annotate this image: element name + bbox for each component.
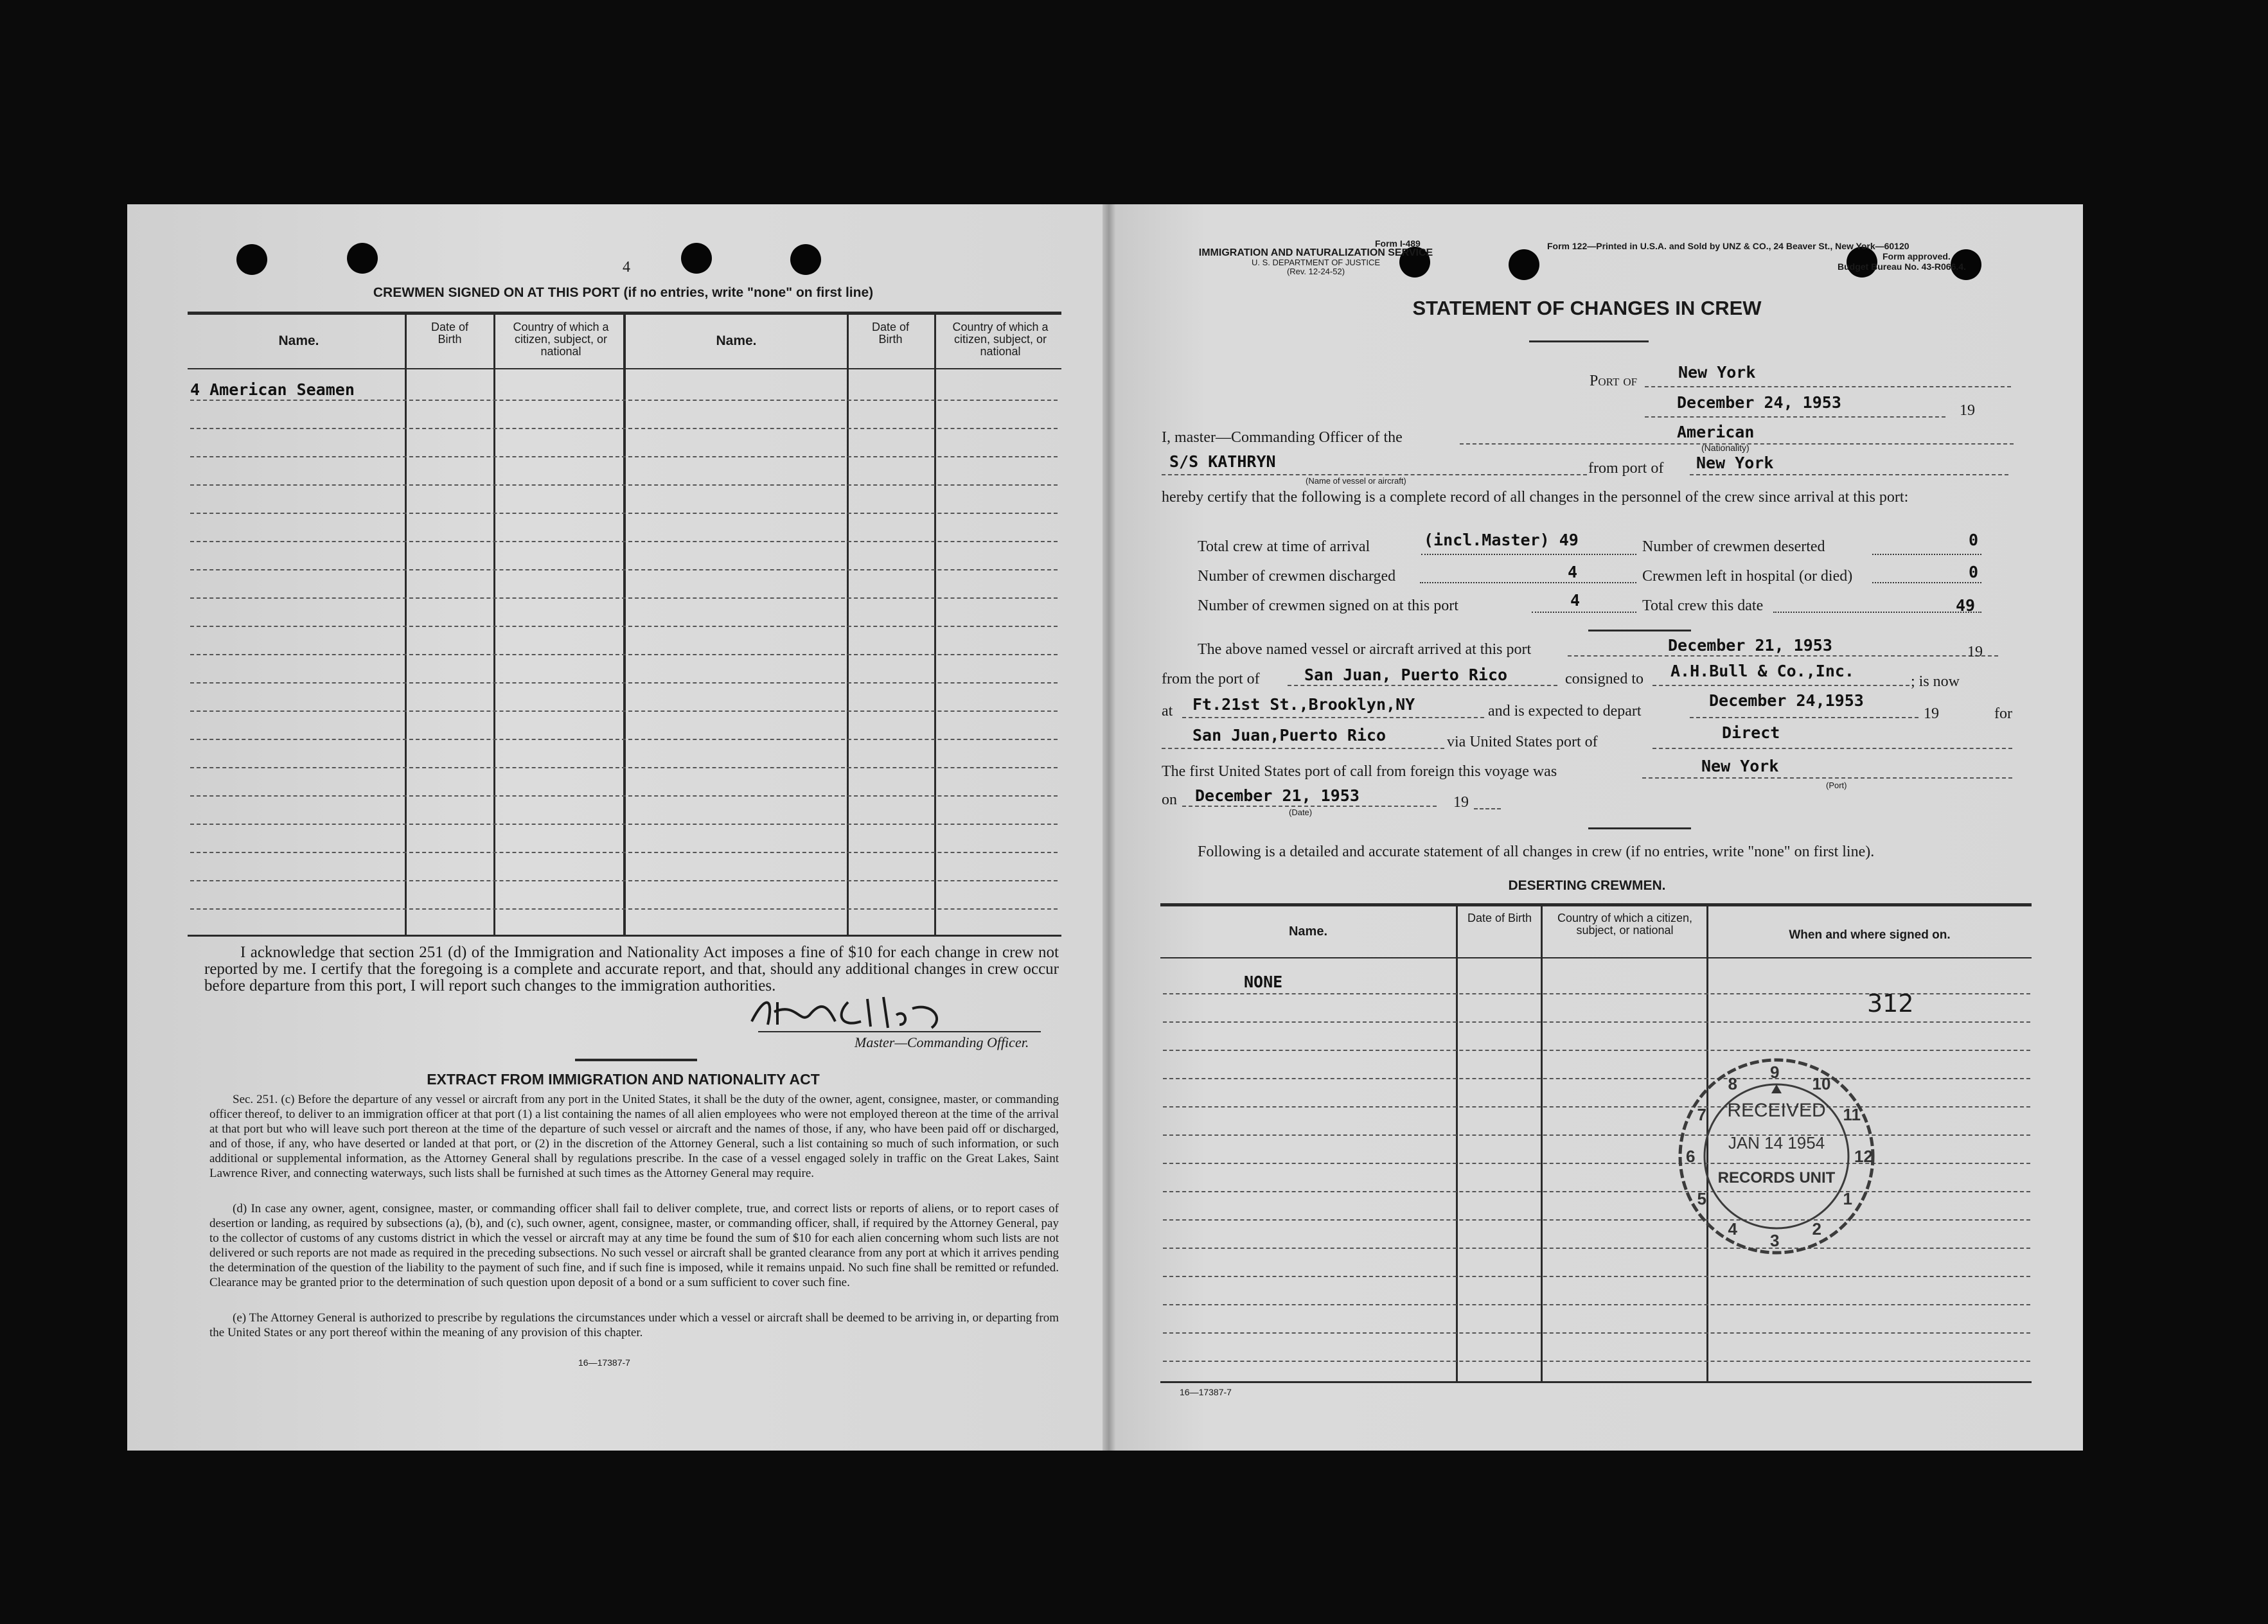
row-rule bbox=[1163, 1219, 2030, 1221]
total-date-line bbox=[1773, 612, 1981, 613]
arrived-line bbox=[1568, 655, 1998, 657]
on-date-line bbox=[1182, 806, 1437, 807]
row-rule bbox=[1163, 1134, 2030, 1136]
row-rule bbox=[1163, 1276, 2030, 1277]
depart-line bbox=[1690, 717, 1918, 718]
stamp-date: JAN 14 1954 bbox=[1728, 1133, 1825, 1152]
row-rule bbox=[190, 824, 1058, 825]
stamp-records-unit: RECORDS UNIT bbox=[1717, 1169, 1836, 1187]
stamp-ring-number: 6 bbox=[1686, 1147, 1696, 1166]
extract-section-e: (e) The Attorney General is authorized to prescribe by regulations the circumstances under which a vessel or aircraft shall be deemed to be arriving in, or departing from the United States or any port thereof within the meaning of any provision of this chapter. bbox=[209, 1311, 1059, 1339]
year-suffix: 19 bbox=[1960, 402, 1975, 419]
deserting-first-entry: NONE bbox=[1244, 973, 1283, 991]
short-rule bbox=[1588, 630, 1691, 631]
from-port-line bbox=[1690, 474, 2008, 475]
left-footer-code: 16—17387-7 bbox=[578, 1357, 630, 1368]
received-stamp bbox=[1670, 1054, 1883, 1259]
first-port-label: The first United States port of call from foreign this voyage was bbox=[1162, 763, 1557, 780]
stamp-ring-number: 1 bbox=[1843, 1188, 1852, 1208]
column-divider bbox=[405, 313, 407, 935]
acknowledgment-text: I acknowledge that section 251 (d) of the Immigration and Nationality Act imposes a fine of $10 for each change in crew not reported by me. I certify that the foregoing is a complete and accurate report, and that, should any additional changes in crew occur before departure from this port, I will report such changes to the immigration authorities. bbox=[204, 944, 1059, 994]
extract-section-c: Sec. 251. (c) Before the departure of any vessel or aircraft from any port in the United States, it shall be the duty of the owner, agent, consignee, master, or commanding officer thereof, to deliver to an immigration officer at that port (1) a list containing the names of all alien employees who were not employed thereon at the time of the arrival at that port but who will leave such port thereon at the time of the departure of such vessel or aircraft and the names of those, if any, who have been paid off or discharged, and of those, if any, who have deserted or landed at that port, or (2) in the discretion of the Attorney General, such a list containing so much of such information, or such additional or supplemental information, as the Attorney General shall by regulations prescribe. In the case of a vessel engaged solely in traffic on the Great Lakes, Saint Lawrence River, and connecting waterways, such lists shall be furnished at such times as the Attorney General may require. bbox=[209, 1093, 1059, 1180]
row-rule bbox=[190, 513, 1058, 514]
column-divider bbox=[1541, 906, 1543, 1381]
statement-title: STATEMENT OF CHANGES IN CREW bbox=[1412, 297, 1762, 319]
row-rule bbox=[190, 541, 1058, 542]
col-country-2: Country of which a citizen, subject, or national bbox=[952, 321, 1049, 358]
discharged-line bbox=[1420, 582, 1636, 583]
stamp-ring-number: 2 bbox=[1812, 1219, 1821, 1239]
consigned-value: A.H.Bull & Co.,Inc. bbox=[1670, 662, 1854, 680]
depart-year: 19 bbox=[1924, 705, 1939, 722]
location-value: Ft.21st St.,Brooklyn,NY bbox=[1192, 695, 1415, 714]
punch-hole bbox=[790, 244, 821, 275]
col-country: Country of which a citizen, subject, or national bbox=[513, 321, 609, 358]
deserting-title: DESERTING CREWMEN. bbox=[1508, 878, 1666, 893]
depart-label: and is expected to depart bbox=[1488, 703, 1642, 719]
consigned-line bbox=[1652, 685, 1909, 686]
budget-bureau: Budget Bureau No. 43-R066.4. bbox=[1838, 261, 1966, 272]
column-divider bbox=[934, 313, 936, 935]
from-port2-value: San Juan, Puerto Rico bbox=[1304, 666, 1508, 684]
port-of-line bbox=[1645, 386, 2011, 387]
row-rule bbox=[190, 569, 1058, 570]
hospital-label: Crewmen left in hospital (or died) bbox=[1642, 568, 1853, 585]
nationality-caption: (Nationality) bbox=[1701, 443, 1750, 453]
form-approved: Form approved. bbox=[1883, 251, 1951, 261]
consigned-label: consigned to bbox=[1565, 671, 1643, 687]
is-now: ; is now bbox=[1911, 673, 1960, 690]
form-number: Form I-489 bbox=[1375, 238, 1421, 249]
row-rule bbox=[190, 597, 1058, 599]
first-port-line bbox=[1642, 777, 2012, 779]
col-dob-2: Date of Birth bbox=[871, 321, 910, 346]
destination-value: San Juan,Puerto Rico bbox=[1192, 726, 1386, 745]
deserting-table-header-rule bbox=[1160, 957, 2032, 958]
signed-on-line bbox=[1532, 612, 1636, 613]
agency-department: U. S. DEPARTMENT OF JUSTICE bbox=[1251, 258, 1381, 267]
via-line bbox=[1652, 748, 2012, 749]
col-name: Name. bbox=[278, 333, 319, 348]
from-port2-label: from the port of bbox=[1162, 671, 1260, 687]
stamp-rings bbox=[1670, 1054, 1883, 1259]
arrived-label: The above named vessel or aircraft arrived at this port bbox=[1198, 641, 1532, 658]
right-footer-code: 16—17387-7 bbox=[1180, 1387, 1232, 1397]
stamp-ring-number: 11 bbox=[1843, 1104, 1861, 1124]
handwritten-number: 312 bbox=[1867, 989, 1914, 1018]
port-of-value: New York bbox=[1678, 363, 1756, 382]
row-rule bbox=[1163, 1106, 2030, 1108]
short-rule bbox=[1588, 827, 1691, 829]
stamp-ring-number: 8 bbox=[1728, 1073, 1737, 1093]
total-date-value: 49 bbox=[1956, 596, 1976, 615]
agency-revision: (Rev. 12-24-52) bbox=[1286, 267, 1345, 276]
deserted-value: 0 bbox=[1969, 531, 1979, 549]
from-port-value: New York bbox=[1696, 454, 1774, 472]
row-rule bbox=[190, 880, 1058, 881]
deserted-line bbox=[1872, 554, 1981, 555]
row-rule bbox=[1163, 1050, 2030, 1051]
vessel-name: S/S KATHRYN bbox=[1169, 452, 1276, 471]
row-rule bbox=[190, 908, 1058, 910]
row-rule bbox=[1163, 1361, 2030, 1362]
deserting-col-signed-on: When and where signed on. bbox=[1789, 928, 1951, 942]
total-arrival-value: (incl.Master) 49 bbox=[1424, 531, 1579, 549]
stamp-ring-number: 12 bbox=[1854, 1147, 1873, 1166]
punch-hole bbox=[681, 243, 712, 274]
hospital-value: 0 bbox=[1969, 563, 1979, 581]
row-rule bbox=[1163, 1191, 2030, 1192]
stamp-ring-number: 4 bbox=[1728, 1219, 1737, 1239]
signature-line bbox=[758, 1031, 1041, 1032]
punch-hole bbox=[1509, 249, 1539, 280]
row-rule bbox=[190, 767, 1058, 768]
signature-caption: Master—Commanding Officer. bbox=[855, 1034, 1029, 1050]
row-rule bbox=[1163, 1304, 2030, 1305]
column-divider bbox=[623, 313, 626, 935]
first-port-value: New York bbox=[1701, 757, 1779, 775]
printer-line: Form 122—Printed in U.S.A. and Sold by UNZ & CO., 24 Beaver St., New York—60120 bbox=[1547, 241, 1909, 251]
crewmen-signed-title: CREWMEN SIGNED ON AT THIS PORT (if no entries, write "none" on first line) bbox=[373, 285, 874, 300]
extract-title: EXTRACT FROM IMMIGRATION AND NATIONALITY ACT bbox=[427, 1071, 820, 1088]
master-signature bbox=[739, 989, 970, 1041]
row-rule bbox=[190, 456, 1058, 457]
page-number: 4 bbox=[623, 259, 630, 276]
hospital-line bbox=[1872, 582, 1981, 583]
row-rule bbox=[190, 852, 1058, 853]
row-rule bbox=[190, 739, 1058, 740]
signed-on-value: 4 bbox=[1570, 591, 1581, 610]
stamp-ring-number: 9 bbox=[1770, 1063, 1780, 1082]
row-rule bbox=[190, 682, 1058, 684]
agency-name: IMMIGRATION AND NATURALIZATION SERVICE bbox=[1198, 247, 1433, 258]
deserting-table-bottom bbox=[1160, 1381, 2032, 1383]
on-date-value: December 21, 1953 bbox=[1195, 786, 1360, 805]
arrived-date: December 21, 1953 bbox=[1668, 636, 1832, 655]
vessel-caption: (Name of vessel or aircraft) bbox=[1306, 476, 1406, 486]
row-rule bbox=[190, 626, 1058, 627]
row-rule bbox=[190, 654, 1058, 655]
row-rule bbox=[190, 400, 1058, 401]
column-divider bbox=[847, 313, 849, 935]
date-caption: (Date) bbox=[1289, 808, 1313, 817]
row-rule bbox=[1163, 1078, 2030, 1079]
signed-on-label: Number of crewmen signed on at this port bbox=[1198, 597, 1458, 614]
col-dob: Date of Birth bbox=[430, 321, 469, 346]
stamp-ring-number: 3 bbox=[1770, 1231, 1780, 1250]
following-text: Following is a detailed and accurate statement of all changes in crew (if no entries, write "none" on first line). bbox=[1198, 843, 1875, 860]
at-label: at bbox=[1162, 703, 1173, 719]
discharged-label: Number of crewmen discharged bbox=[1198, 568, 1396, 585]
total-date-label: Total crew this date bbox=[1642, 597, 1764, 614]
on-year-line bbox=[1474, 808, 1501, 809]
deserting-col-dob: Date of Birth bbox=[1467, 912, 1532, 924]
col-name-2: Name. bbox=[716, 333, 757, 348]
port-caption: (Port) bbox=[1826, 781, 1847, 790]
stamp-ring-number: 5 bbox=[1697, 1188, 1707, 1208]
port-of-label: Port of bbox=[1590, 373, 1638, 389]
total-arrival-line bbox=[1421, 554, 1636, 555]
vessel-line bbox=[1162, 474, 1587, 475]
row-rule bbox=[190, 484, 1058, 486]
page-fold bbox=[1103, 204, 1115, 1451]
punch-hole bbox=[236, 244, 267, 275]
from-port-label: from port of bbox=[1588, 460, 1664, 477]
date-line bbox=[1645, 416, 1945, 418]
certify-text: hereby certify that the following is a complete record of all changes in the personnel of the crew since arrival at this port: bbox=[1162, 489, 1909, 506]
title-rule bbox=[1529, 340, 1649, 342]
location-line bbox=[1182, 717, 1484, 718]
column-divider bbox=[1456, 906, 1458, 1381]
via-port-value: Direct bbox=[1722, 723, 1780, 742]
nationality-value: American bbox=[1677, 423, 1755, 441]
column-divider bbox=[493, 313, 495, 935]
punch-hole bbox=[347, 243, 378, 274]
master-label: I, master—Commanding Officer of the bbox=[1162, 429, 1403, 446]
deserting-col-name: Name. bbox=[1288, 924, 1328, 939]
deserting-col-country: Country of which a citizen, subject, or national bbox=[1557, 912, 1693, 937]
discharged-value: 4 bbox=[1568, 563, 1578, 581]
destination-line bbox=[1162, 748, 1444, 749]
row-rule bbox=[190, 795, 1058, 797]
via-label: via United States port of bbox=[1447, 734, 1598, 750]
depart-date: December 24,1953 bbox=[1709, 691, 1864, 710]
statement-date: December 24, 1953 bbox=[1677, 393, 1841, 412]
row-rule bbox=[1163, 1332, 2030, 1334]
stamp-received: RECEIVED bbox=[1727, 1100, 1826, 1121]
on-date-year: 19 bbox=[1453, 794, 1469, 811]
row-rule bbox=[1163, 1163, 2030, 1164]
row-rule bbox=[190, 710, 1058, 712]
on-label: on bbox=[1162, 791, 1177, 808]
deserting-table-top bbox=[1160, 903, 2032, 906]
extract-section-d: (d) In case any owner, agent, consignee, master, or commanding officer shall fail to deliver complete, true, and correct lists or reports of aliens, or to report cases of desertion or landing, as required by subsections (a), (b), and (c), such owner, agent, consignee, master, or commanding officer, shall, if required by the Attorney General, pay to the collector of customs of any customs district in which the vessel or aircraft may at any time be found the sum of $10 for each alien concerning whom such lists are not delivered or such reports are not made as required in the preceding subsections. No such vessel or aircraft shall be granted clearance from any port at which it arrives pending the determination of the question of the liability to the payment of such fine, and if such fine is imposed, while it remains unpaid. No such fine shall be remitted or refunded. Clearance may be granted prior to the determination of such question upon deposit of a bond or a sum sufficient to cover such fine. bbox=[209, 1202, 1059, 1289]
row-rule bbox=[190, 428, 1058, 429]
short-rule bbox=[575, 1059, 697, 1061]
for-label: for bbox=[1994, 705, 2012, 722]
row-rule bbox=[1163, 1248, 2030, 1249]
row-rule bbox=[1163, 1021, 2030, 1023]
stamp-ring-number: 7 bbox=[1697, 1104, 1707, 1124]
stamp-ring-number: 10 bbox=[1812, 1073, 1831, 1093]
total-arrival-label: Total crew at time of arrival bbox=[1198, 538, 1370, 555]
from-port2-line bbox=[1288, 685, 1557, 686]
deserted-label: Number of crewmen deserted bbox=[1642, 538, 1825, 555]
crewmen-first-entry: 4 American Seamen bbox=[190, 380, 355, 399]
arrived-year: 19 bbox=[1967, 644, 1983, 660]
